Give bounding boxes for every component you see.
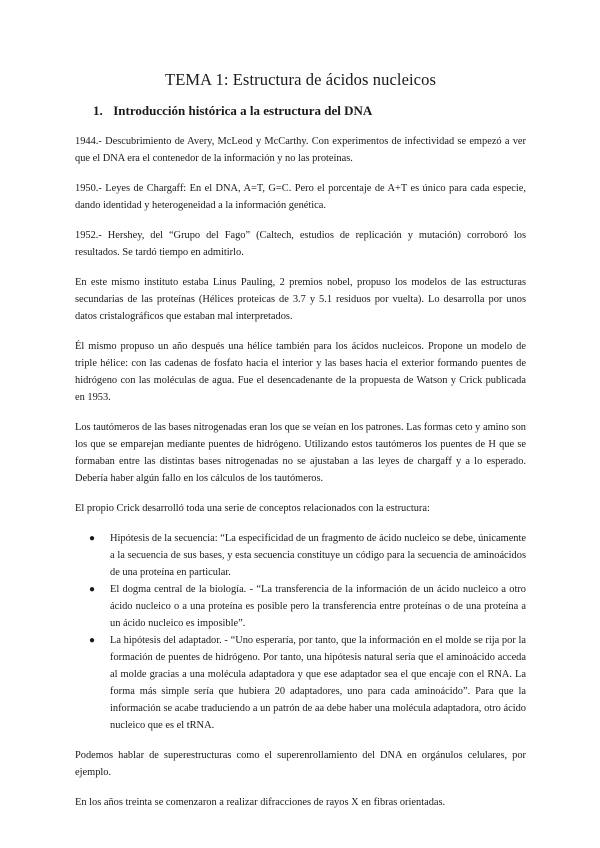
list-item	[75, 530, 526, 581]
list-item-text: La hipótesis del adaptador. - “Uno esperaría, por tanto, que la información en el molde se rija por la formación de puentes de hidrógeno. Por tanto, una hipótesis natural sería que el aminoácido acceda al molde gracias a una molécula adaptadora y que ese adaptador sea el que encaje con el RNA. La forma más simple sería que hubiera 20 adaptadores, uno para cada aminoácido”. Para que la información se acabe traduciendo a un patrón de aa debe haber una molécula adaptadora, otro ácido nucleico que es el tRNA.	[110, 635, 526, 731]
bullet-icon: ●	[89, 584, 96, 595]
list-item-text: El dogma central de la biología. - “La transferencia de la información de un ácido nucleico a otro ácido nucleico o a una proteína es posible pero la transferencia entre proteínas o de una proteína a un ácido nucleico es imposible”.	[110, 584, 526, 629]
paragraph-1950: 1950.- Leyes de Chargaff: En el DNA, A=T, G=C. Pero el porcentaje de A+T es único para cada especie, dando identidad y heterogeneidad a la información genética.	[75, 183, 526, 211]
crick-concepts-list	[75, 530, 526, 734]
section-number: 1.	[93, 103, 103, 118]
list-item	[75, 581, 526, 632]
list-item-text: Hipótesis de la secuencia: “La especificidad de un fragmento de ácido nucleico se debe, únicamente a la secuencia de sus bases, y esta secuencia constituye un código para la secuencia de aminoácidos de una proteína en particular.	[110, 533, 526, 578]
paragraph-triple-helix: Él mismo propuso un año después una hélice también para los ácidos nucleicos. Propone un modelo de triple hélice: con las cadenas de fosfato hacia el interior y las bases hacia el exterior formando puentes de hidrógeno con las moléculas de agua. Fue el desencadenante de la propuesta de Watson y Crick publicada en 1953.	[75, 341, 526, 403]
bullet-icon: ●	[89, 635, 96, 646]
paragraph-1952: 1952.- Hershey, del “Grupo del Fago” (Caltech, estudios de replicación y mutación) corroboró los resultados. Se tardó tiempo en admitirlo.	[75, 230, 526, 258]
paragraph-1944: 1944.- Descubrimiento de Avery, McLeod y McCarthy. Con experimentos de infectividad se empezó a ver que el DNA era el contenedor de la información y no las proteínas.	[75, 136, 526, 164]
paragraph-tautomers: Los tautómeros de las bases nitrogenadas eran los que se veían en los patrones. Las formas ceto y amino son los que se emparejan mediante puentes de hidrógeno. Utilizando estos tautómeros los puentes de H que se formaban entre las distintas bases nitrogenadas no se ajustaban a las leyes de chargaff y a lo esperado. Debería haber algún fallo en los cálculos de los tautómeros.	[75, 422, 526, 484]
bullet-icon: ●	[89, 533, 96, 544]
page-title: TEMA 1: Estructura de ácidos nucleicos	[165, 70, 436, 89]
list-item	[75, 632, 526, 734]
section-heading	[93, 103, 526, 119]
paragraph-xray: En los años treinta se comenzaron a realizar difracciones de rayos X en fibras orientadas.	[75, 797, 446, 808]
document-page	[75, 70, 526, 824]
paragraph-crick-intro: El propio Crick desarrolló toda una serie de conceptos relacionados con la estructura:	[75, 503, 430, 514]
paragraph-pauling: En este mismo instituto estaba Linus Pauling, 2 premios nobel, propuso los modelos de las estructuras secundarias de las proteínas (Hélices proteicas de 3.7 y 5.1 residuos por vuelta). Lo desarrolla por unos datos cristalográficos que estaban mal interpretados.	[75, 277, 526, 322]
paragraph-superstructures: Podemos hablar de superestructuras como el superenrollamiento del DNA en orgánulos celulares, por ejemplo.	[75, 750, 526, 778]
section-title: Introducción histórica a la estructura del DNA	[113, 103, 373, 118]
